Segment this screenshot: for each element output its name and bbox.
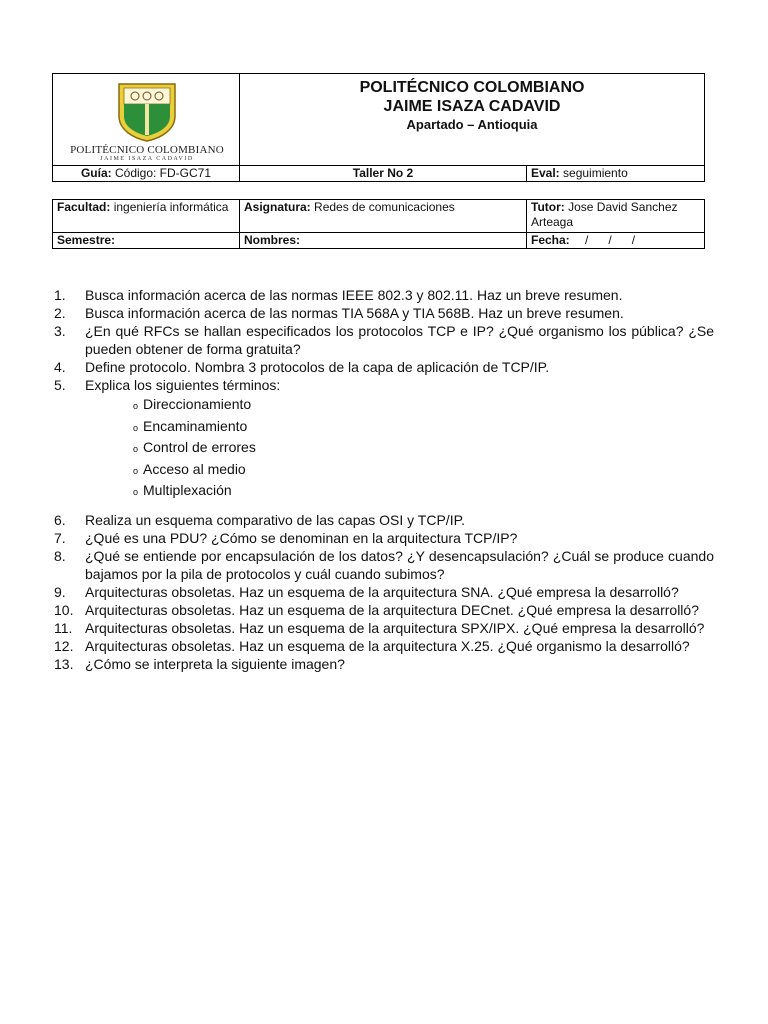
item-number: 10. bbox=[54, 601, 74, 618]
institution-subtitle: JAIME ISAZA CADAVID bbox=[383, 98, 561, 115]
bullet-icon: o bbox=[133, 401, 139, 411]
facultad-label: Facultad: bbox=[57, 200, 111, 214]
info-table bbox=[52, 199, 705, 249]
institution-logo bbox=[61, 82, 233, 160]
spacer bbox=[54, 502, 714, 511]
header-table bbox=[52, 73, 705, 182]
term-item bbox=[133, 480, 714, 502]
tutor-value: Jose David Sanchez Arteaga bbox=[531, 200, 678, 229]
logo-name: POLITÉCNICO COLOMBIANO bbox=[70, 144, 224, 156]
location-text: Apartado – Antioquia bbox=[406, 117, 538, 132]
facultad-cell bbox=[53, 200, 240, 233]
item-number: 5. bbox=[54, 377, 66, 393]
bullet-icon: o bbox=[133, 422, 139, 433]
fecha-value: / / / bbox=[585, 233, 636, 247]
term-text: Direccionamiento bbox=[143, 396, 252, 412]
logo-cell bbox=[53, 74, 240, 166]
shield-emblem-icon bbox=[61, 82, 233, 142]
item-number: 9. bbox=[54, 583, 66, 600]
facultad-value: ingeniería informática bbox=[113, 200, 229, 214]
item-text: Arquitecturas obsoletas. Haz un esquema de la arquitectura SNA. ¿Qué empresa la desarrolló? bbox=[85, 583, 679, 600]
guia-cell bbox=[53, 166, 240, 182]
list-item bbox=[54, 547, 714, 583]
eval-cell bbox=[527, 166, 705, 182]
term-item bbox=[133, 394, 714, 416]
term-text: Multiplexación bbox=[143, 482, 232, 498]
item-number: 8. bbox=[54, 547, 66, 564]
item-text: Busca información acerca de las normas TIA 568A y TIA 568B. Haz un breve resumen. bbox=[85, 305, 624, 321]
list-item bbox=[54, 322, 714, 358]
term-item bbox=[133, 416, 714, 438]
item-text: Arquitecturas obsoletas. Haz un esquema de la arquitectura DECnet. ¿Qué empresa la desarrolló? bbox=[85, 601, 699, 618]
eval-label: Eval: bbox=[531, 166, 560, 180]
asignatura-cell bbox=[240, 200, 527, 233]
nombres-cell: Nombres: bbox=[240, 233, 527, 249]
item-text: Explica los siguientes términos: bbox=[85, 377, 281, 393]
item-number: 6. bbox=[54, 511, 66, 528]
bullet-icon: o bbox=[133, 444, 139, 454]
term-item bbox=[133, 437, 714, 459]
asignatura-value: Redes de comunicaciones bbox=[314, 200, 455, 214]
item-text: ¿Qué es una PDU? ¿Cómo se denominan en la arquitectura TCP/IP? bbox=[85, 529, 518, 546]
term-text: Encaminamiento bbox=[143, 417, 248, 434]
asignatura-label: Asignatura: bbox=[244, 200, 311, 214]
item-text: ¿Qué se entiende por encapsulación de los datos? ¿Y desencapsulación? ¿Cuál se produce cuando bajamos por la pila de protocolos y cuál cuando subimos? bbox=[85, 547, 714, 582]
item-number: 2. bbox=[54, 305, 66, 321]
guia-value: Código: FD-GC71 bbox=[114, 166, 212, 180]
item-text: Define protocolo. Nombra 3 protocolos de la capa de aplicación de TCP/IP. bbox=[85, 359, 550, 375]
list-item bbox=[54, 583, 714, 601]
list-item bbox=[54, 286, 714, 304]
list-item bbox=[54, 376, 714, 394]
list-item bbox=[54, 358, 714, 376]
institution-title: POLITÉCNICO COLOMBIANO bbox=[359, 79, 585, 96]
taller-cell: Taller No 2 bbox=[240, 166, 527, 182]
tutor-label: Tutor: bbox=[531, 200, 565, 214]
bullet-icon: o bbox=[133, 487, 139, 497]
item-text: Busca información acerca de las normas IEEE 802.3 y 802.11. Haz un breve resumen. bbox=[85, 287, 623, 303]
item-number: 13. bbox=[54, 655, 74, 672]
item-text: ¿Cómo se interpreta la siguiente imagen? bbox=[85, 655, 345, 672]
list-item bbox=[54, 619, 714, 637]
term-text: Control de errores bbox=[143, 439, 256, 455]
list-item bbox=[54, 655, 714, 673]
item-number: 3. bbox=[54, 323, 66, 339]
list-item bbox=[54, 529, 714, 547]
semestre-cell: Semestre: bbox=[53, 233, 240, 249]
fecha-label: Fecha: bbox=[531, 233, 570, 247]
term-item bbox=[133, 459, 714, 481]
list-item bbox=[54, 601, 714, 619]
tutor-cell bbox=[527, 200, 705, 233]
list-item bbox=[54, 511, 714, 529]
item-text: Realiza un esquema comparativo de las capas OSI y TCP/IP. bbox=[85, 511, 466, 528]
term-text: Acceso al medio bbox=[143, 460, 246, 477]
logo-subtitle: JAIME ISAZA CADAVID bbox=[100, 156, 194, 162]
list-item bbox=[54, 637, 714, 655]
item-text: ¿En qué RFCs se hallan especificados los protocolos TCP e IP? ¿Qué organismo los pública? ¿Se pueden obtener de forma gratuita? bbox=[85, 323, 714, 357]
questions-list bbox=[54, 286, 714, 673]
item-number: 11. bbox=[54, 619, 73, 636]
fecha-cell bbox=[527, 233, 705, 249]
guia-label: Guía: bbox=[80, 166, 112, 180]
item-number: 12. bbox=[54, 637, 74, 654]
title-cell bbox=[240, 74, 705, 166]
list-item bbox=[54, 304, 714, 322]
item-number: 1. bbox=[54, 287, 66, 303]
bullet-icon: o bbox=[133, 465, 139, 476]
eval-value: seguimiento bbox=[563, 166, 628, 180]
item-number: 7. bbox=[54, 529, 66, 546]
item-number: 4. bbox=[54, 359, 66, 375]
item-text: Arquitecturas obsoletas. Haz un esquema de la arquitectura X.25. ¿Qué organismo la desarrolló? bbox=[85, 637, 690, 654]
item-text: Arquitecturas obsoletas. Haz un esquema de la arquitectura SPX/IPX. ¿Qué empresa la desarrolló? bbox=[85, 619, 705, 636]
